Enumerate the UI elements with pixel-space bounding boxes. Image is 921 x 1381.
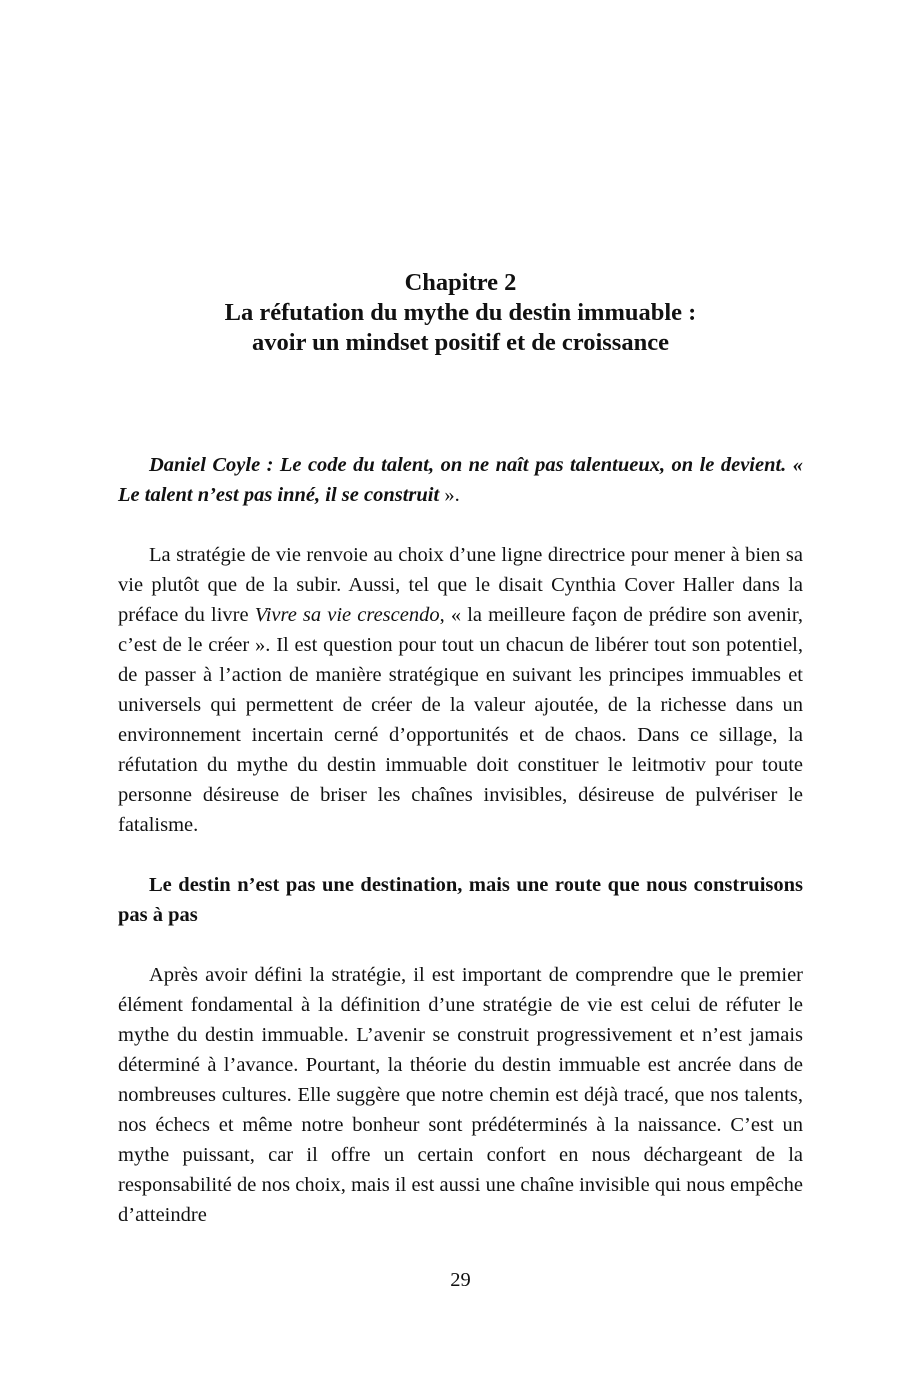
paragraph-1 (118, 540, 803, 840)
section-heading: Le destin n’est pas une destination, mais une route que nous construisons pas à pas (118, 874, 803, 926)
chapter-header (118, 268, 803, 358)
book-title: Vivre sa vie crescendo (254, 604, 440, 626)
paragraph-2: Après avoir défini la stratégie, il est important de comprendre que le premier élément fondamental à la définition d’une stratégie de vie est celui de réfuter le mythe du destin immuable. L’avenir se construit progressivement et n’est jamais déterminé à l’avance. Pourtant, la théorie du destin immuable est ancrée dans de nombreuses cultures. Elle suggère que notre chemin est déjà tracé, que nos talents, nos échecs et même notre bonheur sont prédéterminés à la naissance. C’est un mythe puissant, car il offre un certain confort en nous déchargeant de la responsabilité de nos choix, mais il est aussi une chaîne invisible qui nous empêche d’atteindre (118, 964, 803, 1226)
paragraph-1-intro: La stratégie de vie renvoie au choix d’une ligne directrice pour mener à bien sa vie plutôt que de la subir. Aussi, tel que le disait Cynthia Cover Haller dans la préface du livre (118, 544, 803, 626)
epigraph-closing: ». (439, 484, 460, 506)
page-number: 29 (450, 1269, 471, 1291)
chapter-title-line-2: avoir un mindset positif et de croissance (252, 329, 669, 356)
chapter-number: Chapitre 2 (404, 269, 517, 296)
chapter-title-line-1: La réfutation du mythe du destin immuable : (224, 299, 697, 326)
epigraph (118, 450, 803, 510)
book-page (118, 0, 803, 1381)
epigraph-quote: Daniel Coyle : Le code du talent, on ne naît pas talentueux, on le devient. « Le talent n’est pas inné, il se construit (118, 454, 803, 506)
body-text (118, 450, 803, 1230)
paragraph-1-rest: , « la meilleure façon de prédire son avenir, c’est de le créer ». Il est question pour tout un chacun de libérer tout son potentiel, de passer à l’action de manière stratégique en suivant les principes immuables et universels qui permettent de créer de la valeur ajoutée, de la richesse dans un environnement incertain cerné d’opportunités et de chaos. Dans ce sillage, la réfutation du mythe du destin immuable doit constituer le leitmotiv pour toute personne désireuse de briser les chaînes invisibles, désireuse de pulvériser le fatalisme. (118, 604, 803, 836)
